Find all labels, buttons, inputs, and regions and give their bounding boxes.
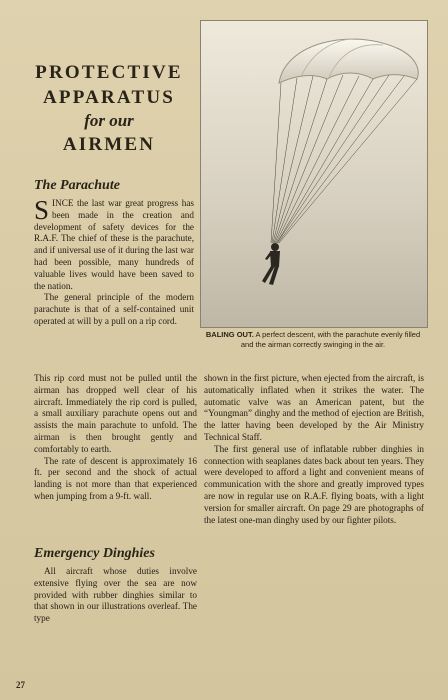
title-line-apparatus: APPARATUS (42, 87, 176, 108)
rigging-lines (271, 75, 417, 243)
dinghies-paragraph-1: All aircraft whose duties involve extensive flying over the sea are now provided with rubber dinghies similar to that shown in our illustrations overleaf. The type (34, 566, 197, 624)
parachute-paragraph-1 (34, 195, 194, 292)
title-line-airmen: AIRMEN (62, 134, 156, 155)
right-paragraph-2: The first general use of inflatable rubber dinghies in connection with seaplanes dates back about ten years. They were developed to afford a light and convenient means of communication with the shore and greatly improved types are now in regular use on R.A.F. flying boats, with a light version for smaller aircraft. On page 29 are photographs of the latest one-man dinghy used by our fighter pilots. (204, 443, 424, 525)
heading-emergency-dinghies: Emergency Dinghies (34, 546, 155, 561)
caption-text: A perfect descent, with the parachute evenly filled and the airman correctly swinging in the air. (240, 330, 421, 349)
dinghies-column (34, 566, 197, 625)
right-paragraph-1: shown in the first picture, when ejected from the aircraft, is automatically inflated when it strikes the water. The automatic valve was an American patent, but the “Youngman” dinghy and the method of ejection are British, the latter having been developed by the Air Ministry Technical Staff. (204, 373, 424, 442)
parachute-illustration (201, 21, 427, 327)
title-line-protective: PROTECTIVE (35, 62, 183, 83)
canopy-shape (279, 39, 418, 83)
heading-parachute: The Parachute (34, 178, 120, 193)
page-number: 27 (16, 680, 25, 690)
parachute-paragraph-1-text: INCE the last war great progress has been made in the creation and development of safety devices for the R.A.F. The chief of these is the parachute, and if universal use of it during the last war had been possible, many hundreds of valuable lives would have been saved to the nation. (34, 198, 194, 291)
article-title (24, 60, 194, 157)
parachute-column (34, 195, 194, 328)
parachute-paragraph-2b: This rip cord must not be pulled until the airman has dropped well clear of his aircraft. Immediately the rip cord is pulled, a small auxiliary parachute opens out and assists the main parachute to unfold. The airman is then brought gently and comfortably to earth. (34, 373, 197, 454)
parachute-paragraph-2: The general principle of the modern parachute is that of a self-contained unit operated at will by a pull on a rip cord. (34, 292, 194, 326)
parachute-paragraph-3: The rate of descent is approximately 16 ft. per second and the shock of actual landing is not more than that experienced when jumping from a 9-ft. wall. (34, 455, 197, 501)
caption-lead: BALING OUT. (205, 330, 254, 339)
photo-caption (200, 330, 426, 350)
parachute-column-lower (34, 373, 197, 503)
title-line-for-our: for our (84, 111, 134, 130)
right-column (204, 373, 424, 526)
drop-cap: S (34, 195, 50, 225)
airman-figure (262, 243, 280, 285)
parachute-photo (200, 20, 428, 328)
